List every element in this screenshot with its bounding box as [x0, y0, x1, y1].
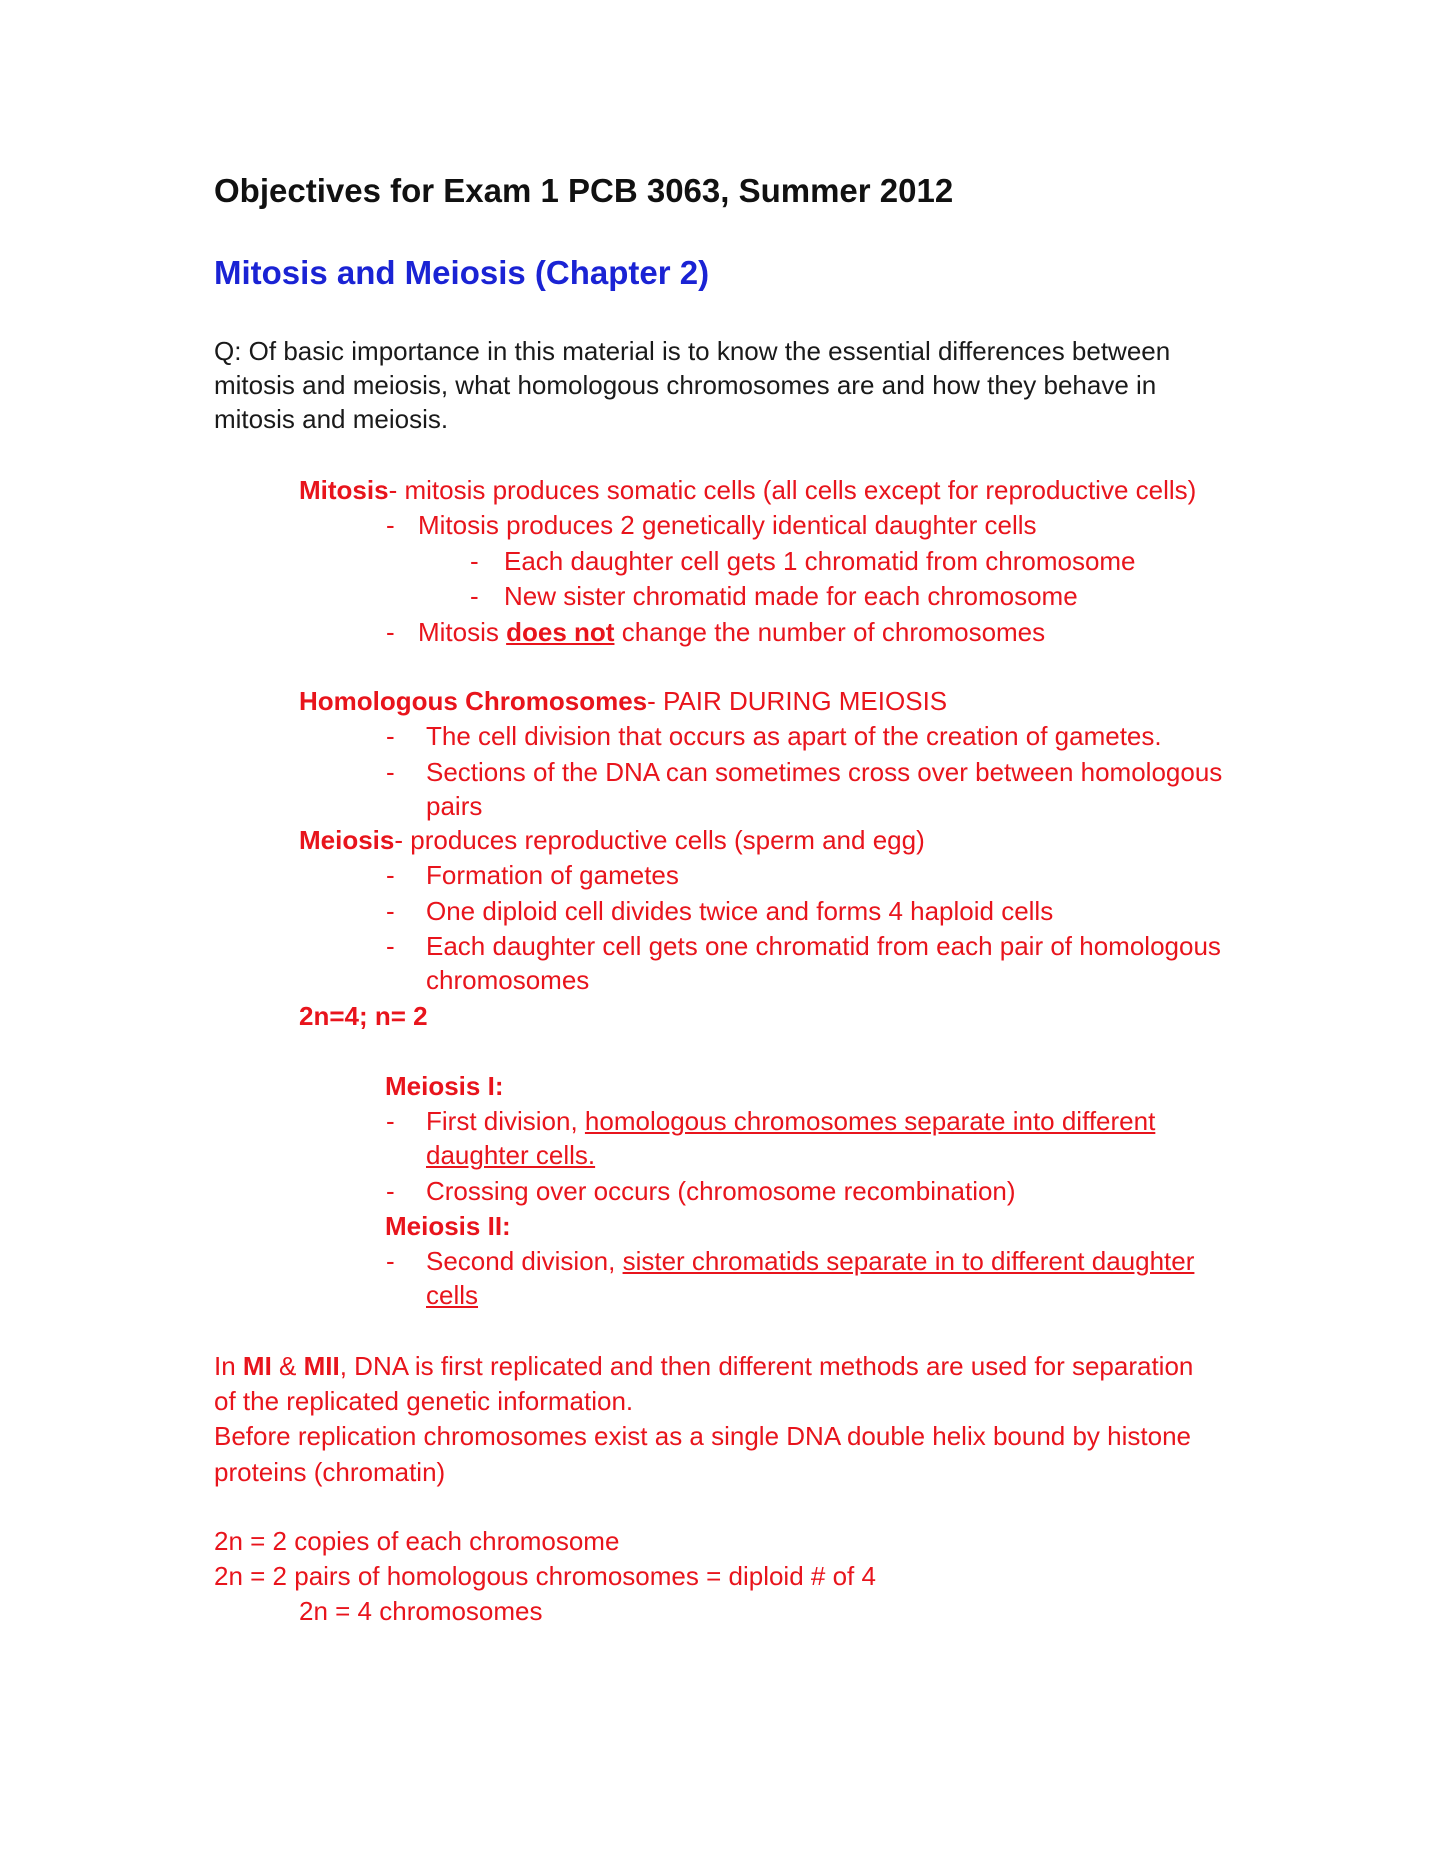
homologous-definition [299, 684, 947, 718]
notes-para-1-cont: of the replicated genetic information. [214, 1386, 634, 1416]
meiosis-2-heading: Meiosis II: [385, 1211, 511, 1241]
homologous-term: Homologous Chromosomes [299, 686, 648, 716]
meiosis-1-heading: Meiosis I: [385, 1071, 504, 1101]
meiosis-bullet-3: Each daughter cell gets one chromatid from each pair of homologous [426, 931, 1221, 961]
meiosis-2-b1-underlined: sister chromatids separate in to different daughter [622, 1246, 1195, 1276]
notes-mii: MII [303, 1351, 340, 1381]
bullet-dash: - [386, 757, 395, 787]
homologous-bullet-2: Sections of the DNA can sometimes cross over between homologous [426, 757, 1223, 787]
homologous-def-text: - PAIR DURING MEIOSIS [647, 686, 948, 716]
notes-p1-rest: , DNA is first replicated and then different methods are used for separation [339, 1351, 1194, 1381]
meiosis-2-bullet-1 [426, 1244, 1194, 1278]
mitosis-bullet-1: Mitosis produces 2 genetically identical daughter cells [418, 510, 1037, 540]
meiosis-2-bullet-1-cont: cells [426, 1280, 479, 1310]
meiosis-bullet-1: Formation of gametes [426, 860, 679, 890]
bullet-dash: - [470, 546, 479, 576]
meiosis-1-bullet-2: Crossing over occurs (chromosome recombination) [426, 1176, 1016, 1206]
bullet-dash: - [386, 721, 395, 751]
meiosis-1-b1-underlined: homologous chromosomes separate into different [584, 1106, 1156, 1136]
notes-in: In [214, 1351, 243, 1381]
mitosis-bullet-1b: New sister chromatid made for each chromosome [504, 581, 1078, 611]
question-line-1: Q: Of basic importance in this material is to know the essential differences between [214, 336, 1171, 366]
bullet-dash: - [386, 1176, 395, 1206]
mitosis-b2-emphasis: does not [506, 617, 615, 647]
meiosis-1-bullet-1 [426, 1104, 1155, 1138]
mitosis-bullet-2 [418, 615, 1045, 649]
notes-para-2-cont: proteins (chromatin) [214, 1457, 446, 1487]
meiosis-1-b1-pre: First division, [426, 1106, 585, 1136]
notes-para-1 [214, 1349, 1193, 1383]
bullet-dash: - [470, 581, 479, 611]
notes-amp: & [271, 1351, 304, 1381]
meiosis-term: Meiosis [299, 825, 395, 855]
notes-mi: MI [242, 1351, 272, 1381]
bullet-dash: - [386, 1246, 395, 1276]
equation-3: 2n = 4 chromosomes [299, 1596, 543, 1626]
question-line-3: mitosis and meiosis. [214, 404, 449, 434]
mitosis-definition [299, 473, 1196, 507]
equation-1: 2n = 2 copies of each chromosome [214, 1526, 620, 1556]
meiosis-definition [299, 823, 925, 857]
page-title: Objectives for Exam 1 PCB 3063, Summer 2012 [214, 172, 954, 209]
bullet-dash: - [386, 510, 395, 540]
bullet-dash: - [386, 896, 395, 926]
homologous-bullet-2-cont: pairs [426, 791, 483, 821]
meiosis-2-b1-pre: Second division, [426, 1246, 623, 1276]
meiosis-def-text: - produces reproductive cells (sperm and egg) [394, 825, 925, 855]
meiosis-bullet-3-cont: chromosomes [426, 965, 590, 995]
mitosis-b2-post: change the number of chromosomes [614, 617, 1046, 647]
mitosis-bullet-1a: Each daughter cell gets 1 chromatid from chromosome [504, 546, 1136, 576]
meiosis-1-bullet-1-cont: daughter cells. [426, 1140, 596, 1170]
section-heading: Mitosis and Meiosis (Chapter 2) [214, 254, 710, 291]
mitosis-term: Mitosis [299, 475, 389, 505]
mitosis-b2-pre: Mitosis [418, 617, 507, 647]
ploidy-note: 2n=4; n= 2 [299, 1001, 428, 1031]
bullet-dash: - [386, 1106, 395, 1136]
notes-para-2: Before replication chromosomes exist as a single DNA double helix bound by histone [214, 1421, 1191, 1451]
meiosis-bullet-2: One diploid cell divides twice and forms 4 haploid cells [426, 896, 1054, 926]
question-line-2: mitosis and meiosis, what homologous chromosomes are and how they behave in [214, 370, 1157, 400]
equation-2: 2n = 2 pairs of homologous chromosomes = diploid # of 4 [214, 1561, 876, 1591]
mitosis-def-text: - mitosis produces somatic cells (all cells except for reproductive cells) [388, 475, 1197, 505]
bullet-dash: - [386, 931, 395, 961]
bullet-dash: - [386, 860, 395, 890]
homologous-bullet-1: The cell division that occurs as apart of the creation of gametes. [426, 721, 1162, 751]
bullet-dash: - [386, 617, 395, 647]
